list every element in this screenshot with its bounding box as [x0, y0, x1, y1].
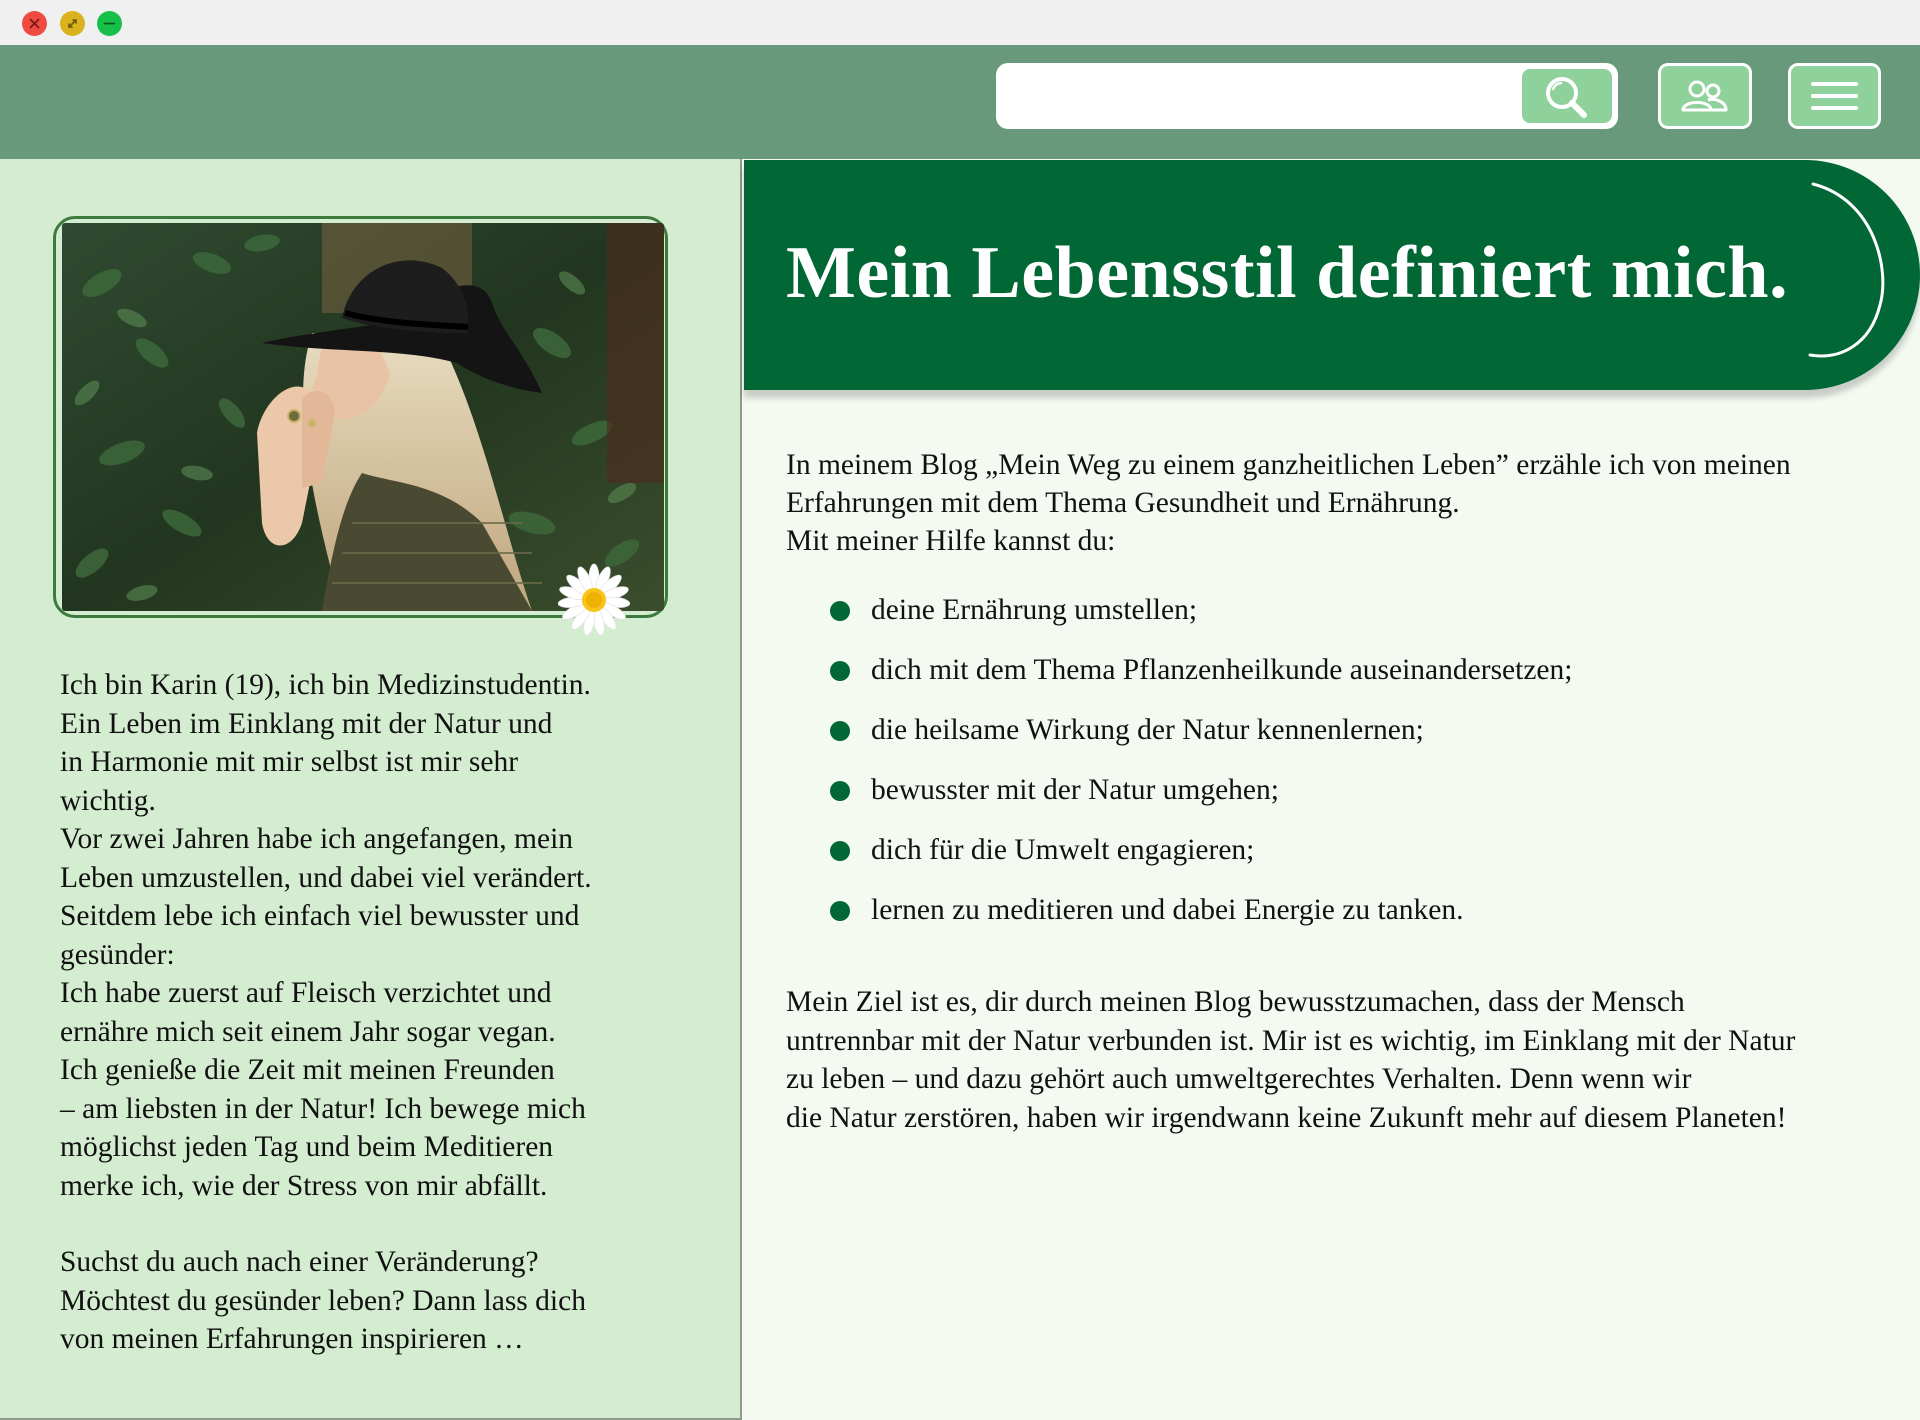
- bullet-dot-icon: [830, 721, 850, 741]
- daisy-icon: [556, 562, 632, 638]
- bio-line: Seitdem lebe ich einfach viel bewusster und: [60, 900, 580, 932]
- intro-text: [786, 446, 1896, 560]
- list-item-text: lernen zu meditieren und dabei Energie zu tanken.: [871, 894, 1464, 926]
- minimize-icon: [60, 11, 85, 36]
- close-icon: [22, 11, 47, 36]
- maximize-icon: [97, 11, 122, 36]
- page-title: Mein Lebensstil definiert mich.: [786, 232, 1789, 314]
- window-minimize-button[interactable]: [60, 11, 85, 36]
- bio-line: Vor zwei Jahren habe ich angefangen, mein: [60, 823, 574, 855]
- users-icon: [1661, 66, 1749, 126]
- window-titlebar: [0, 0, 1920, 45]
- goal-line: Mein Ziel ist es, dir durch meinen Blog bewusstzumachen, dass der Mensch: [786, 986, 1685, 1018]
- goal-text: [786, 983, 1906, 1137]
- intro-line: Mit meiner Hilfe kannst du:: [786, 525, 1116, 557]
- goal-line: untrennbar mit der Natur verbunden ist. Mir ist es wichtig, im Einklang mit der Natur: [786, 1024, 1796, 1057]
- paragraph-gap: [60, 1205, 720, 1243]
- bio-line: Ich genieße die Zeit mit meinen Freunden: [60, 1054, 555, 1086]
- window-close-button[interactable]: [22, 11, 47, 36]
- intro-line: Erfahrungen mit dem Thema Gesundheit und Ernährung.: [786, 487, 1460, 519]
- search-bar: [996, 63, 1618, 129]
- list-item: [786, 827, 1896, 887]
- bio-line: gesünder:: [60, 938, 175, 971]
- goal-line: zu leben – und dazu gehört auch umweltgerechtes Verhalten. Denn wenn wir: [786, 1063, 1692, 1095]
- list-item-text: deine Ernährung umstellen;: [871, 594, 1198, 626]
- goal-line: die Natur zerstören, haben wir irgendwann keine Zukunft mehr auf diesem Planeten!: [786, 1101, 1787, 1134]
- bio-line: ernähre mich seit einem Jahr sogar vegan.: [60, 1015, 556, 1048]
- list-item: [786, 887, 1896, 947]
- bullet-dot-icon: [830, 901, 850, 921]
- bio-line: Leben umzustellen, und dabei viel verändert.: [60, 861, 592, 894]
- profile-photo-image: [62, 223, 664, 611]
- closing-line: von meinen Erfahrungen inspirieren …: [60, 1323, 524, 1355]
- bio-line: in Harmonie mit mir selbst ist mir sehr: [60, 746, 519, 778]
- bio-text: [60, 666, 720, 1359]
- search-icon: [1522, 69, 1612, 123]
- profile-photo: [62, 223, 664, 611]
- search-button[interactable]: [1522, 69, 1612, 123]
- intro-line: In meinem Blog „Mein Weg zu einem ganzheitlichen Leben” erzähle ich von meinen: [786, 449, 1791, 481]
- bio-line: Ein Leben im Einklang mit der Natur und: [60, 707, 553, 740]
- list-item: [786, 647, 1896, 707]
- bullet-dot-icon: [830, 781, 850, 801]
- bullet-dot-icon: [830, 661, 850, 681]
- bullet-dot-icon: [830, 601, 850, 621]
- bio-line: – am liebsten in der Natur! Ich bewege mich: [60, 1092, 586, 1125]
- hero-arc-decoration: [1780, 160, 1920, 390]
- bio-line: möglichst jeden Tag und beim Meditieren: [60, 1131, 554, 1163]
- bio-line: wichtig.: [60, 784, 156, 817]
- list-item-text: dich mit dem Thema Pflanzenheilkunde auseinandersetzen;: [871, 654, 1573, 686]
- search-input[interactable]: [996, 63, 1520, 129]
- list-item: [786, 707, 1896, 767]
- list-item: [786, 767, 1896, 827]
- bullet-dot-icon: [830, 841, 850, 861]
- users-button[interactable]: [1658, 63, 1752, 129]
- list-item: [786, 587, 1896, 647]
- list-item-text: die heilsame Wirkung der Natur kennenlernen;: [871, 714, 1424, 746]
- window-maximize-button[interactable]: [97, 11, 122, 36]
- closing-line: Suchst du auch nach einer Veränderung?: [60, 1246, 539, 1278]
- closing-line: Möchtest du gesünder leben? Dann lass dich: [60, 1284, 586, 1317]
- site-header: [0, 45, 1920, 159]
- benefits-list: [786, 587, 1896, 947]
- list-item-text: dich für die Umwelt engagieren;: [871, 834, 1255, 866]
- menu-button[interactable]: [1788, 63, 1881, 129]
- list-item-text: bewusster mit der Natur umgehen;: [871, 774, 1279, 806]
- bio-line: merke ich, wie der Stress von mir abfällt.: [60, 1169, 548, 1202]
- bio-line: Ich habe zuerst auf Fleisch verzichtet und: [60, 977, 552, 1009]
- menu-icon: [1791, 66, 1878, 126]
- bio-line: Ich bin Karin (19), ich bin Medizinstudentin.: [60, 669, 591, 701]
